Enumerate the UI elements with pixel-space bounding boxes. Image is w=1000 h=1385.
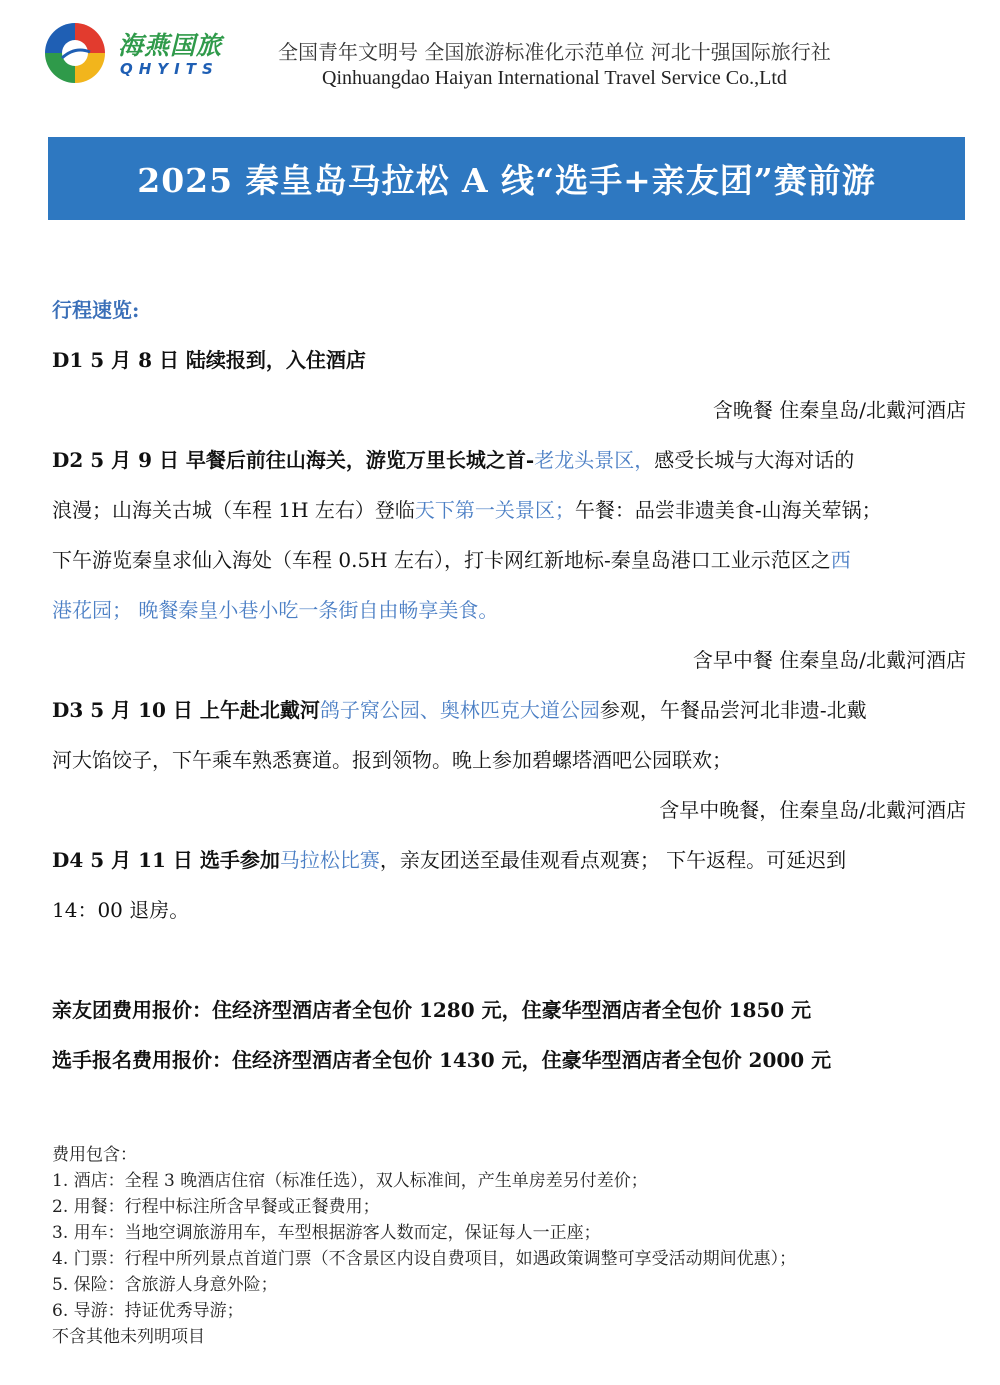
fee-item-meals: 2. 用餐：行程中标注所含早餐或正餐费用； xyxy=(52,1197,380,1217)
day3-highlight-parks: 鸽子窝公园、奥林匹克大道公园 xyxy=(319,698,600,722)
day4-text: ，亲友团送至最佳观看点观赛； 下午返程。可延迟到 xyxy=(379,848,847,872)
day3-text: D3 5 月 10 日 上午赴北戴河 xyxy=(52,698,320,722)
fee-item-insurance: 5. 保险：含旅游人身意外险； xyxy=(52,1275,278,1295)
day2-line-2 xyxy=(52,485,972,535)
day3-line-1 xyxy=(52,685,972,735)
day1-meals-hotel: 含晚餐 住秦皇岛/北戴河酒店 xyxy=(712,398,966,422)
day4-text: D4 5 月 11 日 选手参加 xyxy=(52,848,280,872)
company-english-name: Qinhuangdao Haiyan International Travel Service Co.,Ltd xyxy=(322,67,787,89)
letterhead xyxy=(0,0,1000,110)
day3-meals-hotel: 含早中晚餐，住秦皇岛/北戴河酒店 xyxy=(659,798,966,822)
family-group-price: 亲友团费用报价：住经济型酒店者全包价 1280 元，住豪华型酒店者全包价 1850 元 xyxy=(52,998,812,1022)
fee-item-tickets: 4. 门票：行程中所列景点首道门票（不含景区内设自费项目，如遇政策调整可享受活动期间优惠）； xyxy=(52,1249,797,1269)
fees-included-section xyxy=(52,1142,972,1350)
fee-item-transport: 3. 用车：当地空调旅游用车，车型根据游客人数而定，保证每人一正座； xyxy=(52,1223,601,1243)
day2-text: 午餐：品尝非遗美食-山海关荤锅； xyxy=(574,498,882,522)
day4-highlight-marathon: 马拉松比赛 xyxy=(279,848,380,872)
day2-meals-hotel: 含早中餐 住秦皇岛/北戴河酒店 xyxy=(692,648,966,672)
title-banner xyxy=(48,137,965,220)
day2-line-3 xyxy=(52,535,972,585)
day3-text: 参观，午餐品尝河北非遗-北戴 xyxy=(599,698,867,722)
day2-highlight-laolongtou: 老龙头景区， xyxy=(534,448,655,472)
day1-title: D1 5 月 8 日 陆续报到，入住酒店 xyxy=(52,348,366,372)
company-logo xyxy=(44,22,244,86)
logo-english-name: QHYITS xyxy=(120,60,219,78)
page-title: 2025 秦皇岛马拉松 A 线“选手+亲友团”赛前游 xyxy=(137,161,876,200)
day2-highlight-tianxiadiyiguan: 天下第一关景区； xyxy=(414,498,575,522)
day2-highlight-xigang: 西 xyxy=(830,548,851,572)
day2-line-4: 港花园； 晚餐秦皇小巷小吃一条街自由畅享美食。 xyxy=(52,598,499,622)
itinerary-label: 行程速览: xyxy=(52,298,140,322)
itinerary-content xyxy=(52,285,972,1085)
day2-line-1 xyxy=(52,435,972,485)
fee-item-hotel: 1. 酒店：全程 3 晚酒店住宿（标准任选），双人标准间，产生单房差另付差价； xyxy=(52,1171,648,1191)
fee-item-guide: 6. 导游：持证优秀导游； xyxy=(52,1301,244,1321)
logo-chinese-name: 海燕国旅 xyxy=(118,31,223,60)
day2-text: 浪漫；山海关古城（车程 1H 左右）登临 xyxy=(52,498,415,522)
company-honors: 全国青年文明号 全国旅游标准化示范单位 河北十强国际旅行社 xyxy=(278,40,831,64)
day2-text: D2 5 月 9 日 早餐后前往山海关，游览万里长城之首- xyxy=(52,448,535,472)
day4-line-2: 14：00 退房。 xyxy=(52,898,190,922)
runner-price: 选手报名费用报价：住经济型酒店者全包价 1430 元，住豪华型酒店者全包价 2000 元 xyxy=(52,1048,832,1072)
logo-globe-icon xyxy=(44,22,106,84)
day2-text: 感受长城与大海对话的 xyxy=(654,448,855,472)
fees-heading: 费用包含： xyxy=(52,1145,137,1165)
day4-line-1 xyxy=(52,835,972,885)
spacer xyxy=(52,935,972,985)
fees-exclusion-note: 不含其他未列明项目 xyxy=(52,1327,205,1347)
day2-text: 下午游览秦皇求仙入海处（车程 0.5H 左右），打卡网红新地标-秦皇岛港口工业示范区之 xyxy=(52,548,831,572)
day3-line-2: 河大馅饺子，下午乘车熟悉赛道。报到领物。晚上参加碧螺塔酒吧公园联欢； xyxy=(52,748,732,772)
